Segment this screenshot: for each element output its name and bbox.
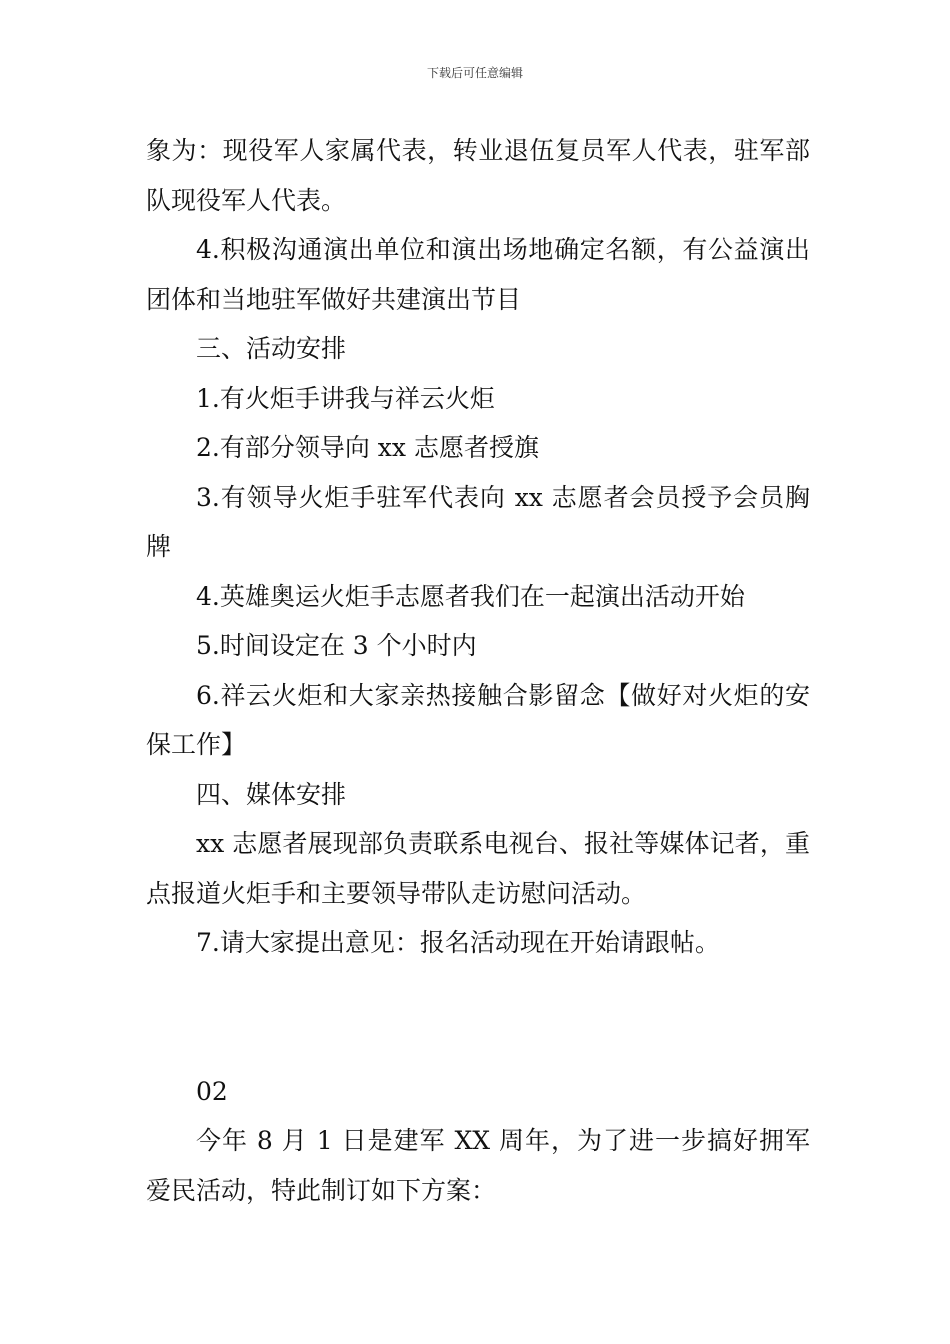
section-heading-media: 四、媒体安排 [196, 779, 347, 809]
section-heading-activities: 三、活动安排 [196, 334, 347, 363]
paragraph-2: 4.积极沟通演出单位和演出场地确定名额，有公益演出团体和当地驻军做好共建演出节目 [146, 235, 810, 314]
paragraph-1: 象为：现役军人家属代表，转业退伍复员军人代表，驻军部队现役军人代表。 [146, 136, 810, 215]
section-number: 02 [196, 1076, 228, 1106]
list-item-6: 6.祥云火炬和大家亲热接触合影留念【做好对火炬的安保工作】 [146, 680, 810, 759]
list-item-7: 7.请大家提出意见：报名活动现在开始请跟帖。 [196, 928, 720, 957]
list-item-5: 5.时间设定在 3 个小时内 [196, 631, 477, 660]
document-body [146, 126, 810, 1215]
section-spacer [146, 968, 810, 1067]
paragraph-intro: 今年 8 月 1 日是建军 XX 周年，为了进一步搞好拥军爱民活动，特此制订如下方案： [146, 1126, 810, 1205]
paragraph-media: xx 志愿者展现部负责联系电视台、报社等媒体记者，重点报道火炬手和主要领导带队走访慰问活动。 [146, 829, 810, 908]
list-item-1: 1.有火炬手讲我与祥云火炬 [196, 383, 495, 413]
list-item-4: 4.英雄奥运火炬手志愿者我们在一起演出活动开始 [196, 581, 745, 611]
list-item-3: 3.有领导火炬手驻军代表向 xx 志愿者会员授予会员胸牌 [146, 482, 810, 561]
page-header-note: 下载后可任意编辑 [426, 66, 523, 80]
list-item-2: 2.有部分领导向 xx 志愿者授旗 [196, 433, 539, 462]
